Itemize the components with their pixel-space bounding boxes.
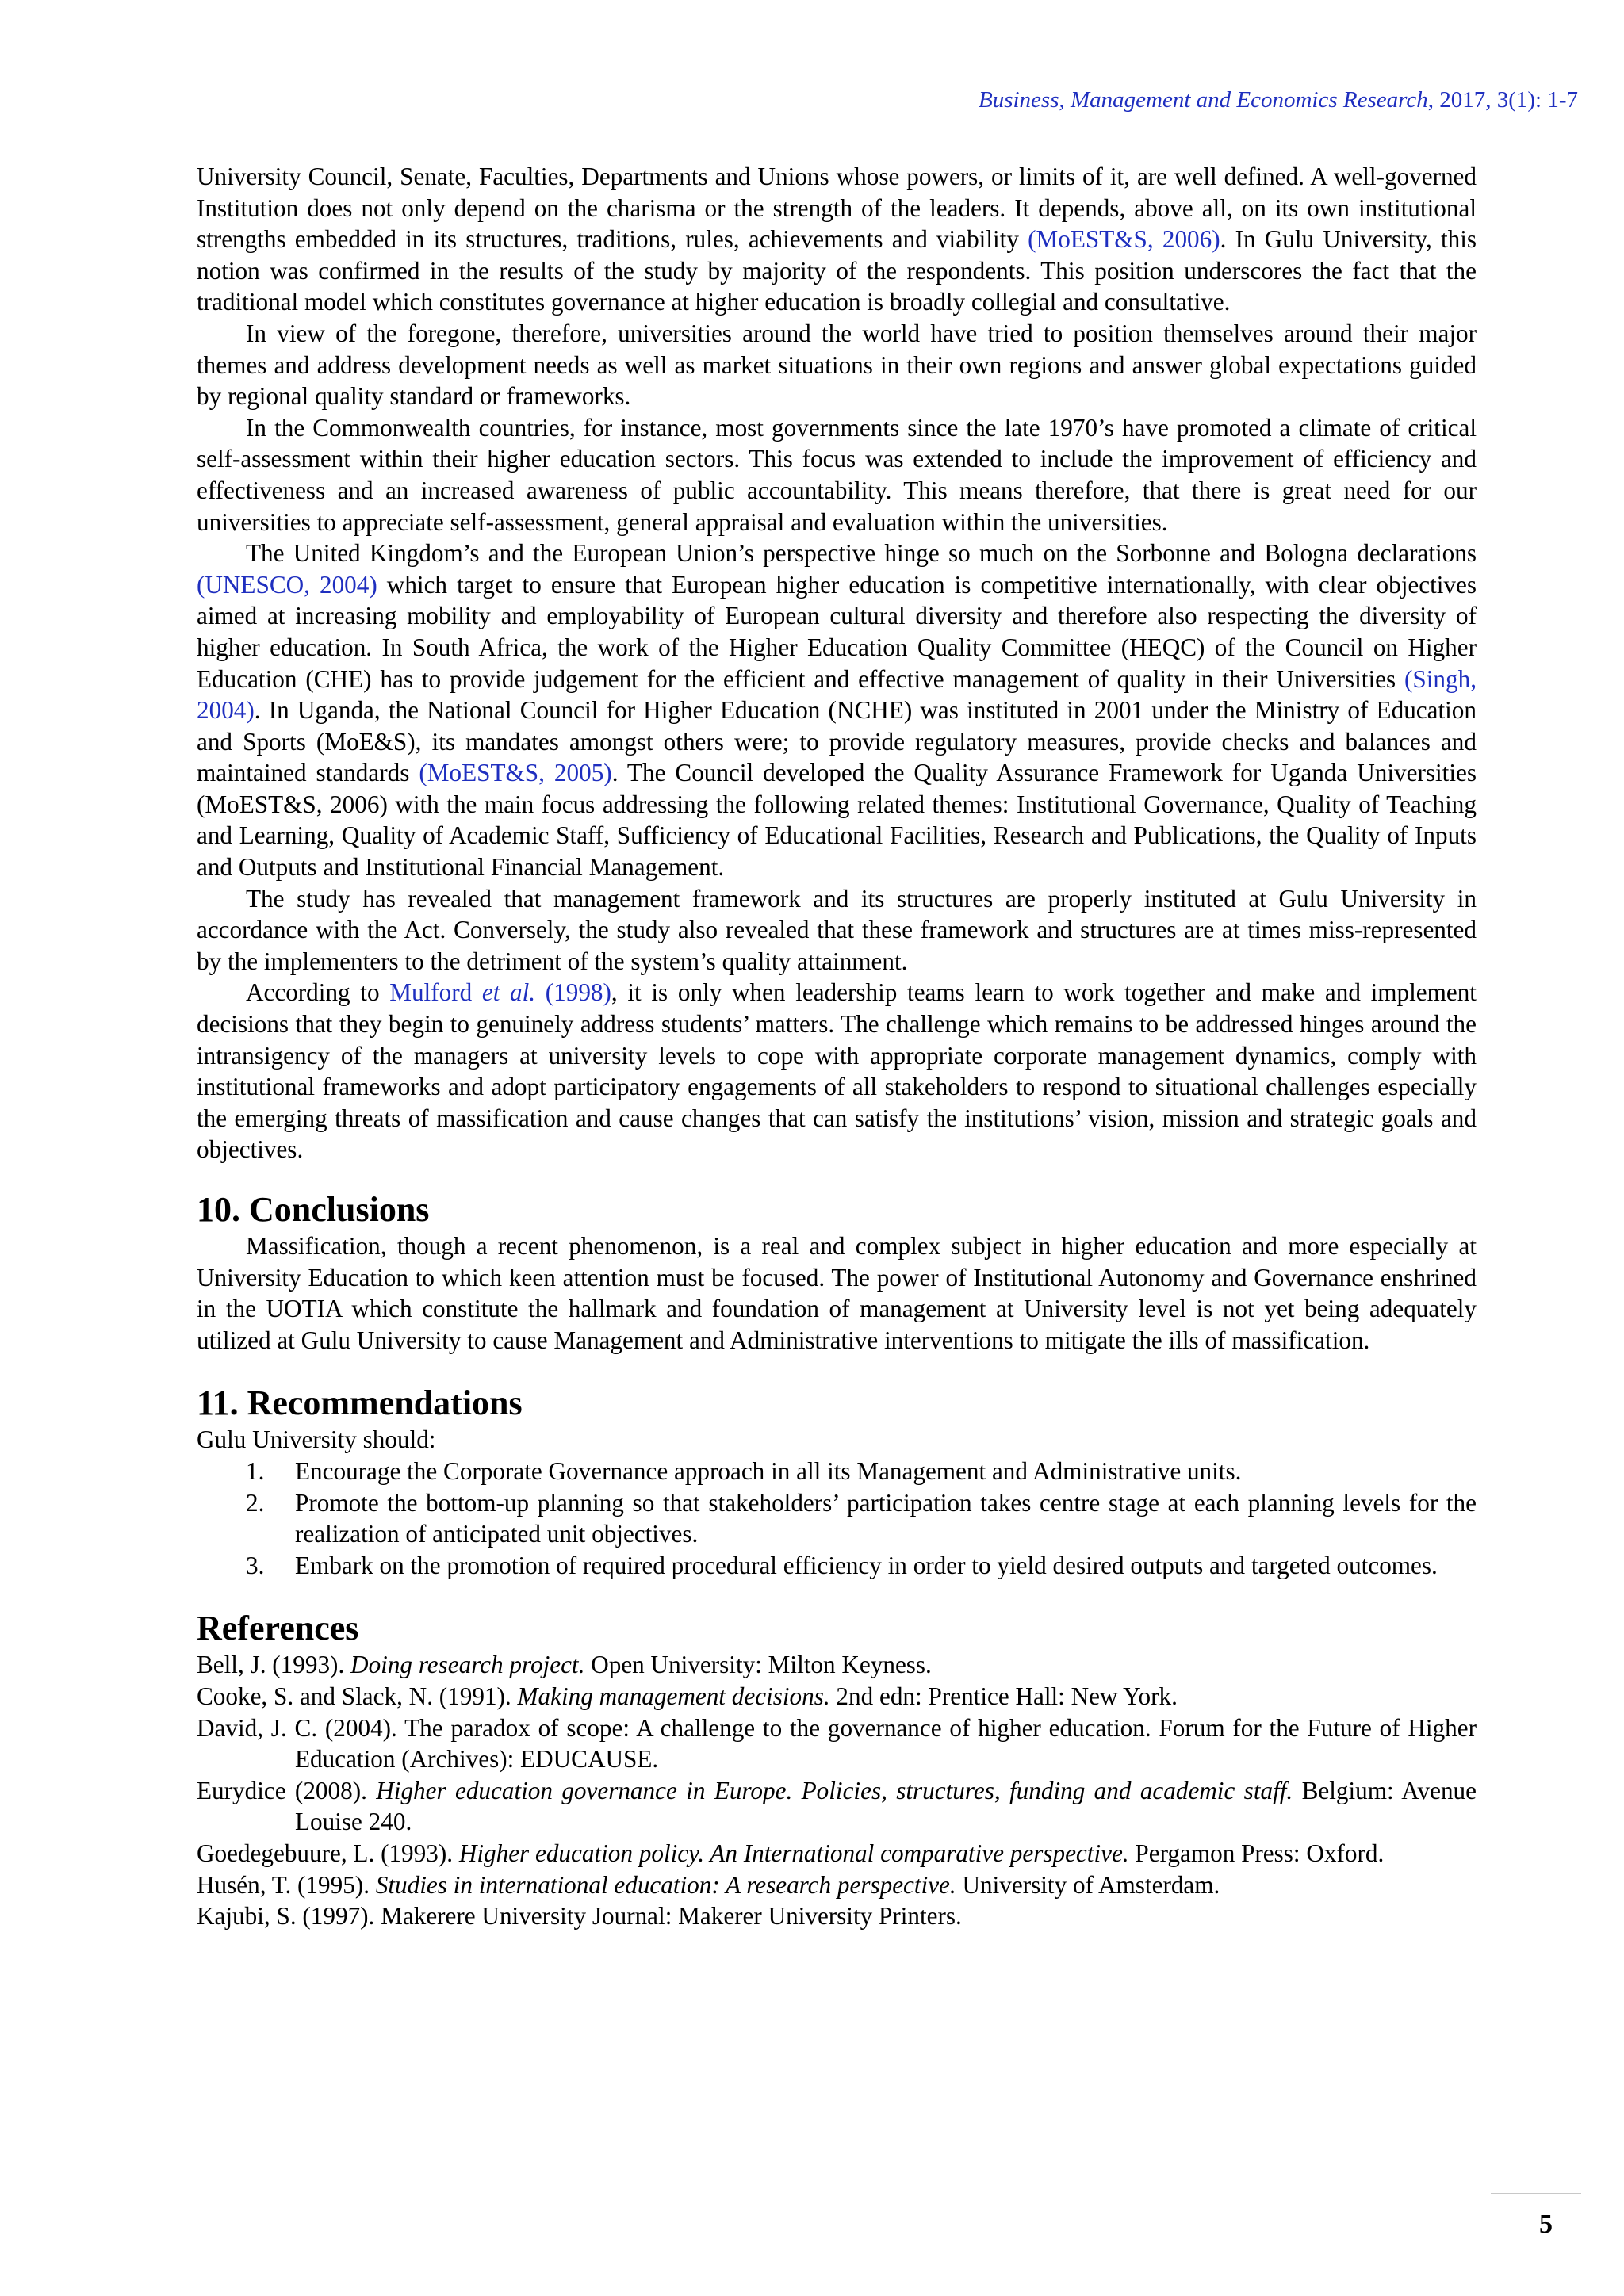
list-text: Encourage the Corporate Governance approach in all its Management and Administrative units. [295, 1456, 1242, 1485]
citation-link[interactable]: (MoEST&S, 2006) [1028, 225, 1220, 254]
section-heading-recommendations: 11. Recommendations [197, 1383, 523, 1423]
ref-text: David, J. C. (2004). The paradox of scope: A challenge to the governance of higher education. Forum for the Future of Higher Education (Archives): EDUCAUSE. [197, 1713, 1477, 1774]
reference-list [197, 1649, 1477, 1931]
list-item [197, 1487, 1477, 1550]
reference-item [197, 1838, 1477, 1869]
ref-text: Pergamon Press: Oxford. [1128, 1839, 1385, 1867]
list-number: 1. [246, 1456, 265, 1485]
ref-text: Eurydice (2008). [197, 1776, 377, 1804]
recommendations-list [197, 1456, 1477, 1581]
section-heading-references: References [197, 1609, 359, 1648]
text-run: . In Gulu University, this notion was confirmed in the results of the study by majority of the respondents. This position underscores the fact that the traditional model which constitutes governance at higher education is broadly collegial and consultative. [197, 225, 1477, 316]
running-head [979, 86, 1578, 114]
footer-rule [1491, 2193, 1581, 2194]
text-run: The United Kingdom’s and the European Union’s perspective hinge so much on the Sorbonne and Bologna declarations [246, 539, 1477, 568]
ref-text: Kajubi, S. (1997). Makerere University Journal: Makerer University Printers. [197, 1902, 962, 1931]
ref-text: Husén, T. (1995). [197, 1870, 376, 1899]
text-run: According to [246, 978, 390, 1007]
journal-name: Business, Management and Economics Research [979, 87, 1428, 113]
list-item [197, 1456, 1477, 1487]
citation-author: Mulford [389, 978, 482, 1007]
ref-title: Higher education policy. An International comparative perspective. [458, 1839, 1129, 1867]
ref-text: Cooke, S. and Slack, N. (1991). [197, 1682, 518, 1710]
list-text: Promote the bottom-up planning so that stakeholders’ participation takes centre stage at each planning levels for the realization of anticipated unit objectives. [295, 1488, 1477, 1548]
ref-title: Studies in international education: A research perspective. [375, 1870, 956, 1899]
section-heading-conclusions: 10. Conclusions [197, 1190, 430, 1229]
list-number: 2. [246, 1488, 265, 1517]
text-run: University Council, Senate, Faculties, Departments and Unions whose powers, or limits of it, are well defined. A well-governed Institution does not only depend on the charisma or the strength of the leaders. It depends, above all, on its own institutional strengths embedded in its structures, traditions, rules, achievements and viability [197, 163, 1477, 254]
recommendations-lead: Gulu University should: [197, 1425, 436, 1454]
text-run: . In Uganda, the National Council for Higher Education (NCHE) was instituted in 2001 under the Ministry of Education and Sports (MoE&S), its mandates amongst others were; to provide regulatory measures, provide checks and balances and maintained standards [197, 696, 1477, 787]
citation-link[interactable] [389, 978, 611, 1006]
text-run: which target to ensure that European higher education is competitive internationally, with clear objectives aimed at increasing mobility and employability of European cultural diversity and therefore also respecting the diversity of higher education. In South Africa, the work of the Higher Education Quality Committee (HEQC) of the Council on Higher Education (CHE) has to provide judgement for the efficient and effective management of quality in their Universities [197, 570, 1477, 693]
paragraph-study-findings: The study has revealed that management framework and its structures are properly instituted at Gulu University in accordance with the Act. Conversely, the study also revealed that these framework and structures are at times miss-represented by the implementers to the detriment of the system’s quality attainment. [197, 884, 1477, 975]
paragraph-conclusions: Massification, though a recent phenomenon, is a real and complex subject in higher education and more especially at University Education to which keen attention must be focused. The power of Institutional Autonomy and Governance enshrined in the UOTIA which constitute the hallmark and foundation of management at University level is not yet being adequately utilized at Gulu University to cause Management and Administrative interventions to mitigate the ills of massification. [197, 1232, 1477, 1354]
reference-item [197, 1649, 1477, 1681]
list-item [197, 1550, 1477, 1582]
page-number: 5 [1539, 2210, 1553, 2239]
text-run: . The Council developed the Quality Assurance Framework for Uganda Universities (MoEST&S, 2006) with the main focus addressing the following related themes: Institutional Governance, Quality of Teaching and Learning, Quality of Academic Staff, Sufficiency of Educational Facilities, Research and Publications, the Quality of Inputs and Outputs and Institutional Financial Management. [197, 759, 1477, 882]
ref-title: Doing research project. [350, 1651, 585, 1679]
reference-item [197, 1775, 1477, 1838]
paragraph-foregone: In view of the foregone, therefore, universities around the world have tried to position themselves around their major themes and address development needs as well as market situations in their own regions and answer global expectations guided by regional quality standard or frameworks. [197, 319, 1477, 411]
reference-item [197, 1712, 1477, 1775]
paragraph-mulford [197, 977, 1477, 1165]
ref-title: Higher education governance in Europe. Policies, structures, funding and academic staff. [376, 1776, 1293, 1804]
ref-text: Open University: Milton Keyness. [584, 1651, 932, 1679]
ref-text: University of Amsterdam. [956, 1870, 1220, 1899]
reference-item [197, 1869, 1477, 1901]
citation-year: (1998) [535, 978, 611, 1007]
citation-etal: et al. [481, 978, 536, 1007]
reference-item [197, 1681, 1477, 1712]
text-run: , it is only when leadership teams learn to work together and make and implement decisions that they begin to genuinely address students’ matters. The challenge which remains to be addressed hinges around the intransigency of the managers at university levels to cope with appropriate corporate management dynamics, comply with institutional frameworks and adopt participatory engagements of all stakeholders to respond to situational challenges especially the emerging threats of massification and cause changes that can satisfy the institutions’ vision, mission and strategic goals and objectives. [197, 978, 1477, 1164]
ref-title: Making management decisions. [517, 1682, 830, 1710]
ref-text: Goedegebuure, L. (1993). [197, 1839, 459, 1867]
reference-item [197, 1900, 1477, 1932]
list-number: 3. [246, 1551, 265, 1579]
paragraph-commonwealth: In the Commonwealth countries, for instance, most governments since the late 1970’s have promoted a climate of critical self-assessment within their higher education sectors. This focus was extended to include the improvement of efficiency and effectiveness and an increased awareness of public accountability. This means therefore, that there is great need for our universities to appreciate self-assessment, general appraisal and evaluation within the universities. [197, 413, 1477, 536]
ref-text: Bell, J. (1993). [197, 1651, 351, 1679]
list-text: Embark on the promotion of required procedural efficiency in order to yield desired outputs and targeted outcomes. [295, 1551, 1438, 1579]
citation-link[interactable]: (Singh, 2004) [197, 664, 1477, 725]
paragraph-governance [197, 161, 1477, 318]
citation-link[interactable]: (MoEST&S, 2005) [419, 759, 612, 787]
journal-issue: , 2017, 3(1): 1-7 [1427, 87, 1578, 113]
paragraph-uk-eu [197, 538, 1477, 883]
citation-link[interactable]: (UNESCO, 2004) [197, 570, 377, 599]
ref-text: Belgium: Avenue Louise 240. [295, 1776, 1477, 1836]
article-body [197, 161, 1477, 1932]
ref-text: 2nd edn: Prentice Hall: New York. [829, 1682, 1178, 1710]
